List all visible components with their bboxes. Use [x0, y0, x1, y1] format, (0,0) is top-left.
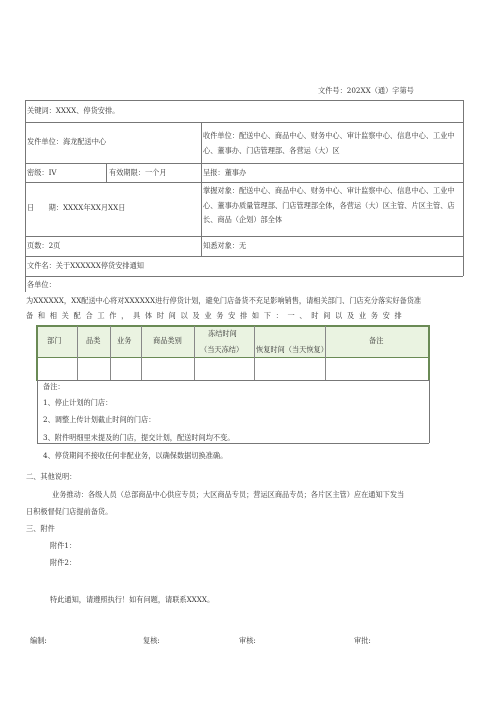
date: 日 期：XXXX年XX月XX日 — [27, 203, 126, 212]
file-name: 文件名：关于XXXXXX停货安排通知 — [27, 261, 144, 270]
other-text-2: 日积极督促门店提前备货。 — [26, 507, 113, 516]
sign-reviewer: 复核: — [143, 636, 160, 645]
col-goods-type: 商品类别 — [153, 336, 182, 345]
other-title: 二、其他说明： — [26, 472, 77, 481]
col-category: 品类 — [86, 336, 101, 345]
secret-level: 密级：IV — [27, 168, 57, 177]
col-freeze-time: 冻结时间 — [208, 329, 237, 338]
col-dept: 部门 — [47, 336, 62, 345]
note-item-4: 4、停货期间不接收任何非配业务，以确保数据切换准确。 — [43, 451, 228, 460]
pages: 页数：2页 — [27, 241, 61, 250]
col-restore-time: 恢复时间（当天恢复） — [256, 345, 328, 354]
master-objects: 掌握对象：配送中心、商品中心、财务中心、审计监察中心、信息中心、工业中心、董事办质量管理部、门店管理部全体，各营运（大）区主管、片区主管、店长、商品（企划）部全体 — [203, 186, 455, 224]
col-freeze-sub: （当天冻结） — [200, 345, 244, 354]
notify-objects: 知悉对象：无 — [203, 241, 247, 250]
recipients: 收件单位：配送中心、商品中心、财务中心、审计监察中心、信息中心、工业中心、董事办、门店管理部、各营运（大）区 — [203, 131, 455, 155]
attachments-title: 三、附件 — [26, 524, 55, 533]
report-to: 呈报：董事办 — [203, 168, 247, 177]
note-item-3: 3、附件明细里未提及的门店，提交计划，配送时间均不变。 — [43, 433, 235, 442]
closing-note: 特此通知，请遵照执行！如有问题，请联系XXXX。 — [50, 595, 215, 604]
intro-line-2: 备和相关配合工作，具体时间以及业务安排如下：一、时间以及业务安排 — [26, 311, 407, 320]
other-text-1: 业务推动：各级人员（总部商品中心供应专员；大区商品专员；营运区商品专员；各片区主管）应在通知下发当 — [52, 490, 405, 499]
sign-auditor: 审核: — [239, 636, 256, 645]
col-remark: 备注 — [369, 336, 384, 345]
notes-title: 备注： — [43, 382, 65, 391]
intro-line-1: 为XXXXXX，XX配送中心将对XXXXXX进行停货计划，避免门店备货不充足影响销售，请相关部门、门店充分落实好备货准 — [26, 296, 422, 305]
note-item-1: 1、停止计划的门店： — [43, 398, 113, 407]
attachment-1: 附件1： — [50, 541, 77, 550]
note-item-2: 2、调整上传计划截止时间的门店： — [43, 415, 156, 424]
validity: 有效期限：一个月 — [109, 168, 167, 177]
sign-editor: 编制: — [30, 636, 47, 645]
keywords: 关键词：XXXX、停货安排。 — [27, 106, 120, 115]
attachment-2: 附件2： — [50, 558, 77, 567]
document-number: 文件号：202XX（通）字第号 — [318, 86, 414, 95]
sign-approver: 审批: — [354, 636, 371, 645]
col-business: 业务 — [117, 336, 132, 345]
units-label: 各单位： — [27, 280, 56, 289]
issuer: 发件单位：海龙配送中心 — [27, 137, 107, 146]
